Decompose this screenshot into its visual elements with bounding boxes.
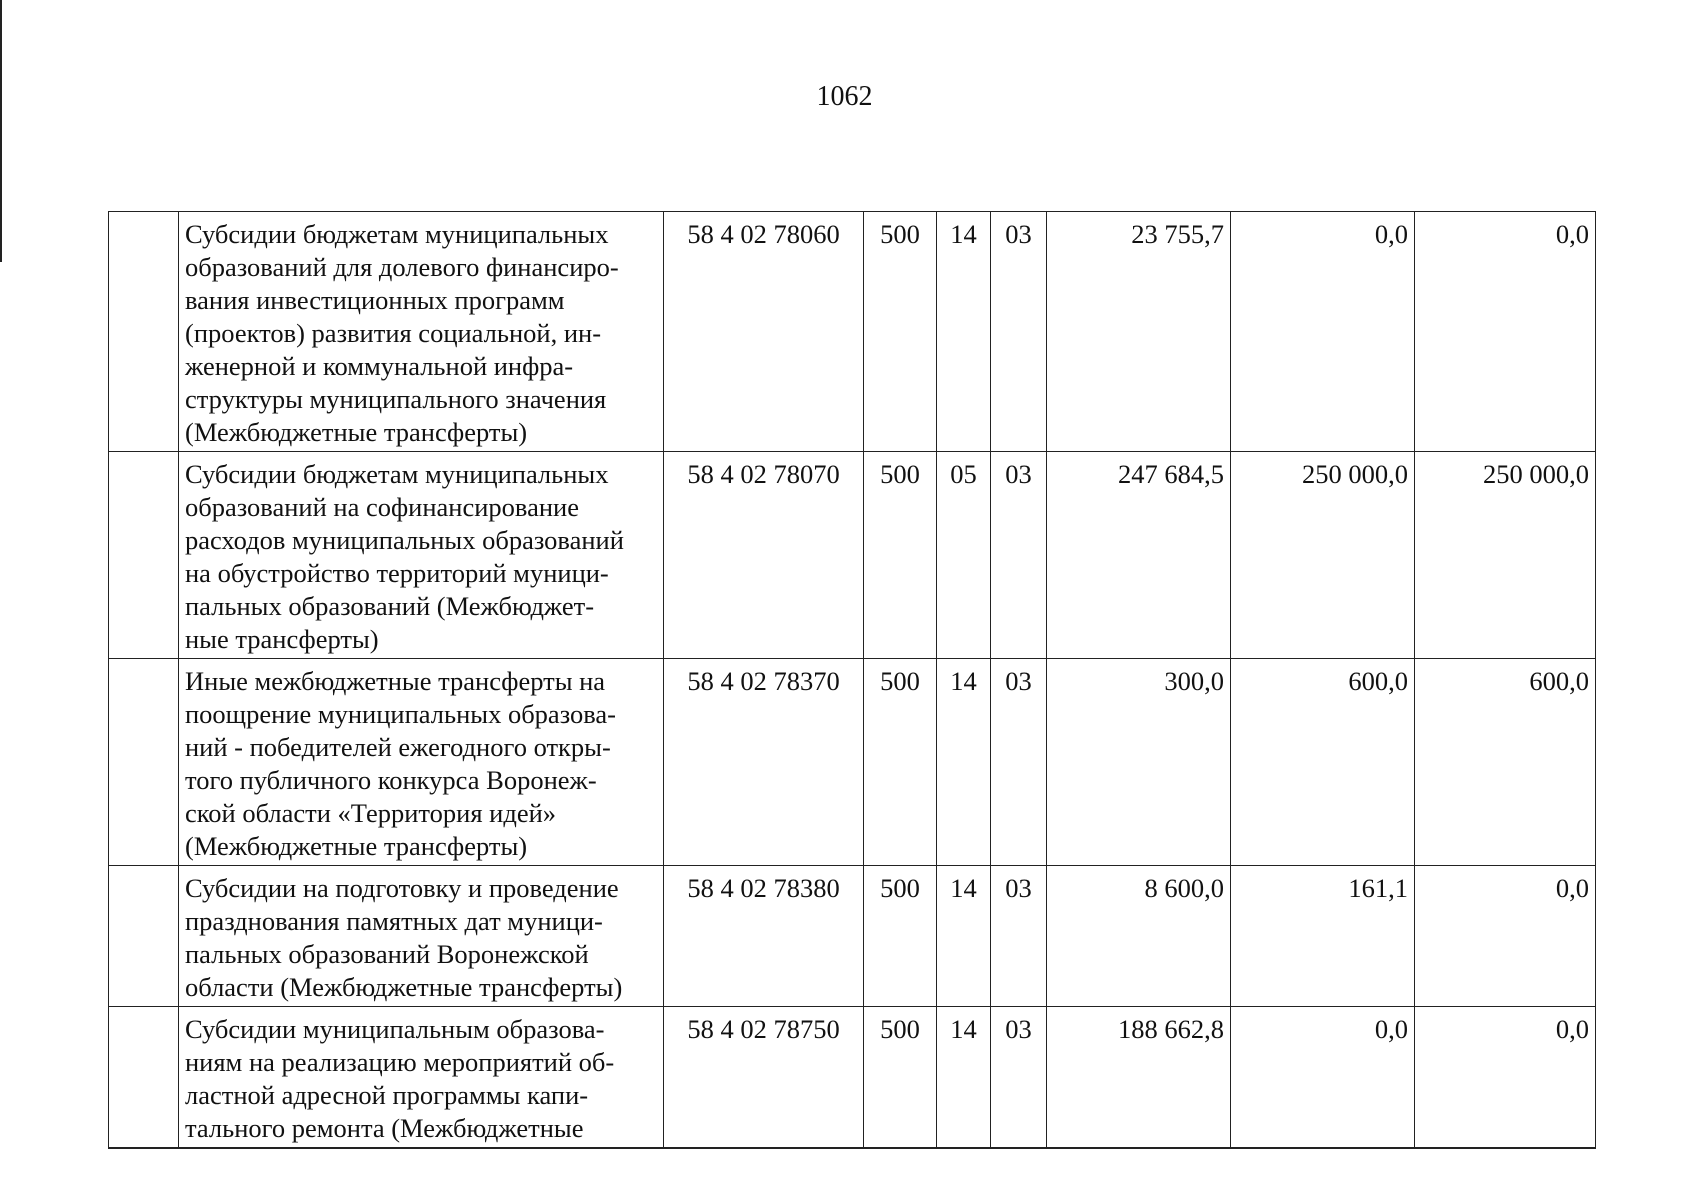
expense-type-code-cell: 500: [864, 212, 937, 452]
amount-year2-cell: 600,0: [1231, 659, 1415, 866]
expense-name-line: ний - победителей ежегодного откры-: [185, 732, 611, 762]
expense-name-cell: [179, 452, 664, 659]
expense-name-line: образований на софинансирование: [185, 492, 579, 522]
amount-year2-cell: 250 000,0: [1231, 452, 1415, 659]
amount-year2-cell: 0,0: [1231, 1007, 1415, 1149]
amount-year3-cell: 600,0: [1415, 659, 1596, 866]
amount-year1-cell: 247 684,5: [1047, 452, 1231, 659]
table-row: [109, 866, 1596, 1007]
expense-name-line: ластной адресной программы капи-: [185, 1080, 589, 1110]
expense-name-line: ные трансферты): [185, 624, 379, 654]
row-number-cell: [109, 1007, 179, 1149]
row-number-cell: [109, 452, 179, 659]
scan-edge-line: [0, 0, 2, 262]
section-code-cell: 14: [937, 212, 991, 452]
section-code-cell: 05: [937, 452, 991, 659]
subsection-code-cell: 03: [991, 1007, 1047, 1149]
section-code-cell: 14: [937, 659, 991, 866]
expense-name-line: (проектов) развития социальной, ин-: [185, 318, 602, 348]
expense-name-line: пальных образований (Межбюджет-: [185, 591, 595, 621]
page-number: 1062: [816, 81, 873, 112]
expense-name-line: Иные межбюджетные трансферты на: [185, 666, 606, 696]
section-code-cell: 14: [937, 1007, 991, 1149]
expense-name-line: Субсидии бюджетам муниципальных: [185, 219, 609, 249]
target-article-code-cell: 58 4 02 78380: [664, 866, 864, 1007]
table-row: [109, 659, 1596, 866]
amount-year3-cell: 0,0: [1415, 212, 1596, 452]
expense-name-line: празднования памятных дат муници-: [185, 906, 603, 936]
amount-year3-cell: 250 000,0: [1415, 452, 1596, 659]
target-article-code-cell: 58 4 02 78070: [664, 452, 864, 659]
table-row: [109, 212, 1596, 452]
expense-name-line: ской области «Территория идей»: [185, 798, 557, 828]
subsection-code-cell: 03: [991, 866, 1047, 1007]
expense-name-line: образований для долевого финансиро-: [185, 252, 619, 282]
expense-name-line: расходов муниципальных образований: [185, 525, 624, 555]
expense-name-cell: [179, 212, 664, 452]
expense-name-line: вания инвестиционных программ: [185, 285, 565, 315]
amount-year3-cell: 0,0: [1415, 1007, 1596, 1149]
expense-name-line: структуры муниципального значения: [185, 384, 607, 414]
table-row: [109, 1007, 1596, 1149]
expense-name-line: Субсидии на подготовку и проведение: [185, 873, 619, 903]
row-number-cell: [109, 212, 179, 452]
expense-name-line: Субсидии бюджетам муниципальных: [185, 459, 609, 489]
expense-name-line: женерной и коммунальной инфра-: [185, 351, 574, 381]
expense-name-line: ниям на реализацию мероприятий об-: [185, 1047, 615, 1077]
expense-name-line: поощрение муниципальных образова-: [185, 699, 617, 729]
amount-year1-cell: 8 600,0: [1047, 866, 1231, 1007]
subsection-code-cell: 03: [991, 212, 1047, 452]
amount-year1-cell: 23 755,7: [1047, 212, 1231, 452]
amount-year2-cell: 0,0: [1231, 212, 1415, 452]
table-row: [109, 452, 1596, 659]
expense-name-line: пальных образований Воронежской: [185, 939, 589, 969]
section-code-cell: 14: [937, 866, 991, 1007]
budget-table: [108, 211, 1596, 1149]
expense-type-code-cell: 500: [864, 866, 937, 1007]
expense-name-cell: [179, 1007, 664, 1149]
target-article-code-cell: 58 4 02 78750: [664, 1007, 864, 1149]
target-article-code-cell: 58 4 02 78060: [664, 212, 864, 452]
expense-name-line: того публичного конкурса Воронеж-: [185, 765, 597, 795]
amount-year1-cell: 300,0: [1047, 659, 1231, 866]
subsection-code-cell: 03: [991, 452, 1047, 659]
amount-year2-cell: 161,1: [1231, 866, 1415, 1007]
expense-name-line: (Межбюджетные трансферты): [185, 417, 528, 447]
target-article-code-cell: 58 4 02 78370: [664, 659, 864, 866]
amount-year3-cell: 0,0: [1415, 866, 1596, 1007]
expense-type-code-cell: 500: [864, 659, 937, 866]
amount-year1-cell: 188 662,8: [1047, 1007, 1231, 1149]
subsection-code-cell: 03: [991, 659, 1047, 866]
expense-type-code-cell: 500: [864, 452, 937, 659]
expense-name-line: области (Межбюджетные трансферты): [185, 972, 623, 1002]
expense-name-cell: [179, 866, 664, 1007]
expense-name-line: на обустройство территорий муници-: [185, 558, 609, 588]
expense-type-code-cell: 500: [864, 1007, 937, 1149]
expense-name-line: тального ремонта (Межбюджетные: [185, 1113, 584, 1143]
expense-name-cell: [179, 659, 664, 866]
expense-name-line: (Межбюджетные трансферты): [185, 831, 528, 861]
row-number-cell: [109, 866, 179, 1007]
row-number-cell: [109, 659, 179, 866]
expense-name-line: Субсидии муниципальным образова-: [185, 1014, 605, 1044]
table-body: [109, 212, 1596, 1149]
